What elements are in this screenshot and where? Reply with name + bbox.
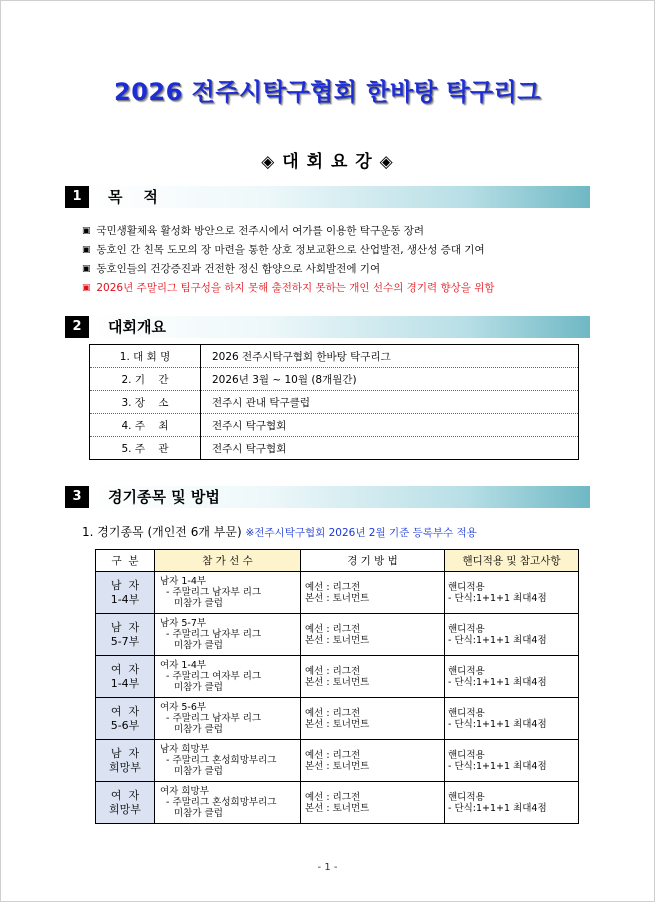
table-row <box>96 656 579 698</box>
events-table <box>95 549 579 824</box>
division-cell: 여 자 5-6부 <box>96 698 155 740</box>
section-number: 1 <box>65 186 89 208</box>
square-bullet-icon: ▣ <box>82 283 91 293</box>
events-subheading: 1. 경기종목 (개인전 6개 부문) ※전주시탁구협회 2026년 2월 기준 등록부수 적용 <box>82 525 477 539</box>
square-bullet-icon: ▣ <box>82 226 91 236</box>
handicap-cell: 핸디적용 - 단식:1+1+1 최대4점 <box>445 698 579 740</box>
overview-value: 전주시 탁구협회 <box>212 442 287 455</box>
list-item: ▣ 동호인들의 건강증진과 건전한 정신 함양으로 사회발전에 기여 <box>82 260 582 279</box>
table-row <box>96 740 579 782</box>
participants-cell: 여자 1-4부 - 주말리그 여자부 리그 미참가 클럽 <box>155 656 301 698</box>
division-cell: 남 자 5-7부 <box>96 614 155 656</box>
overview-key: 4. 주 최 <box>90 414 201 437</box>
table-row <box>90 345 579 368</box>
table-header-row <box>96 550 579 572</box>
division-cell: 여 자 희망부 <box>96 782 155 824</box>
division-cell: 여 자 1-4부 <box>96 656 155 698</box>
section-number: 2 <box>65 316 89 338</box>
column-header: 핸디적용 및 참고사항 <box>445 550 579 572</box>
purpose-list <box>82 222 582 298</box>
page-number: - 1 - <box>317 862 338 873</box>
list-item: ▣ 국민생활체육 활성화 방안으로 전주시에서 여가를 이용한 탁구운동 장려 <box>82 222 582 241</box>
method-cell: 예선 : 리그전 본선 : 토너먼트 <box>301 572 445 614</box>
list-item: ▣ 동호인 간 친목 도모의 장 마련을 통한 상호 정보교환으로 산업발전, 생산성 증대 기여 <box>82 241 582 260</box>
column-header: 구 분 <box>96 550 155 572</box>
overview-key: 5. 주 관 <box>90 437 201 460</box>
overview-value: 2026년 3월 ~ 10월 (8개월간) <box>201 368 579 391</box>
square-bullet-icon: ▣ <box>82 264 91 274</box>
overview-value: 2026 전주시탁구협회 한바탕 탁구리그 <box>201 345 579 368</box>
handicap-cell: 핸디적용 - 단식:1+1+1 최대4점 <box>445 740 579 782</box>
method-cell: 예선 : 리그전 본선 : 토너먼트 <box>301 740 445 782</box>
division-cell: 남 자 1-4부 <box>96 572 155 614</box>
list-item-highlight: ▣ 2026년 주말리그 팀구성을 하지 못해 출전하지 못하는 개인 선수의 경기력 향상을 위함 <box>82 279 582 298</box>
table-row <box>96 698 579 740</box>
handicap-cell: 핸디적용 - 단식:1+1+1 최대4점 <box>445 614 579 656</box>
section-2-header <box>65 316 590 338</box>
table-row <box>96 572 579 614</box>
method-cell: 예선 : 리그전 본선 : 토너먼트 <box>301 656 445 698</box>
overview-value: 전주시 관내 탁구클럽 <box>201 391 579 414</box>
section-1-header <box>65 186 590 208</box>
handicap-cell: 핸디적용 - 단식:1+1+1 최대4점 <box>445 656 579 698</box>
square-bullet-icon: ▣ <box>82 245 91 255</box>
overview-table <box>89 344 579 460</box>
participants-cell: 여자 희망부 - 주말리그 혼성희망부리그 미참가 클럽 <box>155 782 301 824</box>
column-header: 경 기 방 법 <box>301 550 445 572</box>
participants-cell: 남자 1-4부 - 주말리그 남자부 리그 미참가 클럽 <box>155 572 301 614</box>
method-cell: 예선 : 리그전 본선 : 토너먼트 <box>301 782 445 824</box>
division-cell: 남 자 희망부 <box>96 740 155 782</box>
participants-cell: 남자 희망부 - 주말리그 혼성희망부리그 미참가 클럽 <box>155 740 301 782</box>
section-3-header <box>65 486 590 508</box>
document-subtitle: ◈ 대 회 요 강 ◈ <box>261 152 394 172</box>
document-title: 2026 전주시탁구협회 한바탕 탁구리그 <box>114 78 541 106</box>
section-title: 대회개요 <box>108 318 166 336</box>
table-row <box>90 368 579 391</box>
table-row <box>90 437 579 460</box>
method-cell: 예선 : 리그전 본선 : 토너먼트 <box>301 698 445 740</box>
section-title: 목 적 <box>108 188 158 206</box>
participants-cell: 남자 5-7부 - 주말리그 남자부 리그 미참가 클럽 <box>155 614 301 656</box>
column-header: 참 가 선 수 <box>155 550 301 572</box>
overview-key: 2. 기 간 <box>90 368 201 391</box>
section-gradient-bar <box>89 186 590 208</box>
overview-key: 3. 장 소 <box>90 391 201 414</box>
table-row <box>90 391 579 414</box>
handicap-cell: 핸디적용 - 단식:1+1+1 최대4점 <box>445 782 579 824</box>
overview-key: 1. 대 회 명 <box>90 345 201 368</box>
overview-value: 전주시 탁구협회 <box>201 414 579 437</box>
events-note: ※전주시탁구협회 2026년 2월 기준 등록부수 적용 <box>245 527 477 539</box>
section-title: 경기종목 및 방법 <box>108 488 220 506</box>
participants-cell: 여자 5-6부 - 주말리그 남자부 리그 미참가 클럽 <box>155 698 301 740</box>
table-row <box>96 614 579 656</box>
handicap-cell: 핸디적용 - 단식:1+1+1 최대4점 <box>445 572 579 614</box>
table-row <box>90 414 579 437</box>
table-row <box>96 782 579 824</box>
method-cell: 예선 : 리그전 본선 : 토너먼트 <box>301 614 445 656</box>
section-number: 3 <box>65 486 89 508</box>
